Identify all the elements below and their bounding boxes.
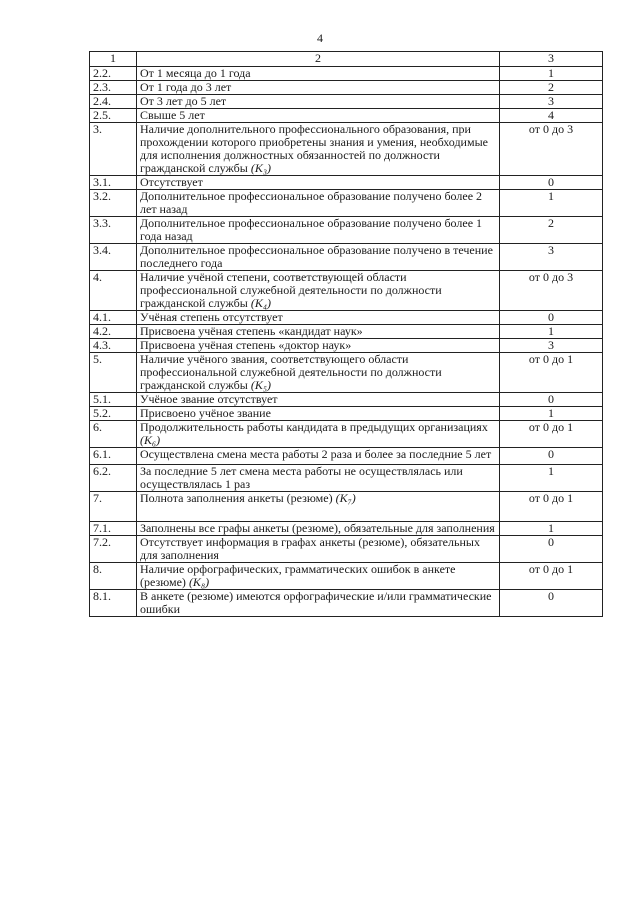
row-text: Дополнительное профессиональное образование получено в течение последнего года [137, 244, 500, 271]
row-number: 7.1. [90, 522, 137, 536]
row-value: от 0 до 1 [500, 563, 603, 590]
row-value: 3 [500, 95, 603, 109]
row-text: Осуществлена смена места работы 2 раза и более за последние 5 лет [137, 448, 500, 465]
table-row [90, 590, 603, 617]
row-value: 3 [500, 339, 603, 353]
row-value: 3 [500, 244, 603, 271]
row-text-body: Продолжительность работы кандидата в предыдущих организациях [140, 420, 488, 434]
table-row [90, 421, 603, 448]
row-text: Отсутствует [137, 176, 500, 190]
row-text: Присвоена учёная степень «кандидат наук» [137, 325, 500, 339]
row-text [137, 353, 500, 393]
row-text: В анкете (резюме) имеются орфографические и/или грамматические ошибки [137, 590, 500, 617]
row-value: 1 [500, 522, 603, 536]
row-number: 2.2. [90, 67, 137, 81]
row-text: От 3 лет до 5 лет [137, 95, 500, 109]
coefficient-symbol: (K₇) [335, 491, 356, 505]
row-text: Присвоена учёная степень «доктор наук» [137, 339, 500, 353]
row-value: 1 [500, 325, 603, 339]
table-row [90, 271, 603, 311]
row-number: 7. [90, 492, 137, 522]
row-value: от 0 до 3 [500, 271, 603, 311]
table-row [90, 393, 603, 407]
table-row [90, 190, 603, 217]
row-value: 1 [500, 190, 603, 217]
coefficient-symbol: (K₅) [250, 378, 271, 392]
table-row [90, 176, 603, 190]
row-number: 5. [90, 353, 137, 393]
row-value: 1 [500, 465, 603, 492]
table-row [90, 244, 603, 271]
row-value: 0 [500, 536, 603, 563]
coefficient-symbol: (K₄) [250, 296, 271, 310]
row-number: 6. [90, 421, 137, 448]
row-value: 1 [500, 67, 603, 81]
row-value: 0 [500, 393, 603, 407]
row-text [137, 271, 500, 311]
row-value: 1 [500, 407, 603, 421]
row-number: 4.3. [90, 339, 137, 353]
table-row [90, 81, 603, 95]
row-text: За последние 5 лет смена места работы не осуществлялась или осуществлялась 1 раз [137, 465, 500, 492]
table-header-row [90, 52, 603, 67]
row-text [137, 123, 500, 176]
row-number: 8.1. [90, 590, 137, 617]
table-row [90, 339, 603, 353]
row-value: 4 [500, 109, 603, 123]
row-value: 0 [500, 311, 603, 325]
criteria-table [89, 51, 603, 617]
row-text: Дополнительное профессиональное образование получено более 2 лет назад [137, 190, 500, 217]
row-value: 2 [500, 81, 603, 95]
row-value: от 0 до 1 [500, 492, 603, 522]
row-number: 4. [90, 271, 137, 311]
table-row [90, 536, 603, 563]
table-row [90, 123, 603, 176]
row-text: От 1 месяца до 1 года [137, 67, 500, 81]
row-value: от 0 до 1 [500, 353, 603, 393]
table-row [90, 311, 603, 325]
table-row [90, 325, 603, 339]
row-number: 3.3. [90, 217, 137, 244]
row-text-body: Полнота заполнения анкеты (резюме) [140, 491, 336, 505]
table-row [90, 407, 603, 421]
row-value: от 0 до 3 [500, 123, 603, 176]
page-number: 4 [317, 31, 323, 45]
coefficient-symbol: (K₈) [188, 575, 210, 589]
row-text-body: Наличие орфографических, грамматических ошибок в анкете (резюме) [140, 562, 456, 589]
column-header: 2 [137, 52, 500, 67]
row-value: от 0 до 1 [500, 421, 603, 448]
row-number: 5.2. [90, 407, 137, 421]
coefficient-symbol: (K₆) [140, 433, 161, 447]
row-text: Учёное звание отсутствует [137, 393, 500, 407]
table-row [90, 465, 603, 492]
row-text: Отсутствует информация в графах анкеты (резюме), обязательных для заполнения [137, 536, 500, 563]
table-row [90, 67, 603, 81]
row-number: 4.1. [90, 311, 137, 325]
row-text [137, 563, 500, 590]
table-row [90, 492, 603, 522]
row-number: 3.2. [90, 190, 137, 217]
table-row [90, 353, 603, 393]
table-row [90, 563, 603, 590]
row-value: 0 [500, 448, 603, 465]
table-row [90, 109, 603, 123]
row-value: 0 [500, 590, 603, 617]
row-text [137, 421, 500, 448]
table-row [90, 522, 603, 536]
table-row [90, 217, 603, 244]
row-text: Заполнены все графы анкеты (резюме), обязательные для заполнения [137, 522, 500, 536]
row-value: 2 [500, 217, 603, 244]
row-text: Присвоено учёное звание [137, 407, 500, 421]
row-number: 2.3. [90, 81, 137, 95]
row-number: 8. [90, 563, 137, 590]
row-text: От 1 года до 3 лет [137, 81, 500, 95]
row-number: 3. [90, 123, 137, 176]
row-text-body: Наличие дополнительного профессионального образования, при прохождении которого приобретены знания и умения, необходимые для исполнения должностных обязанностей по должности гражданской службы [140, 122, 488, 175]
row-text-body: Наличие учёной степени, соответствующей области профессиональной служебной деятельности по должности гражданской службы [140, 270, 442, 310]
row-number: 6.1. [90, 448, 137, 465]
row-number: 7.2. [90, 536, 137, 563]
table-row [90, 448, 603, 465]
row-text-body: Наличие учёного звания, соответствующего области профессиональной служебной деятельности по должности гражданской службы [140, 352, 442, 392]
row-number: 5.1. [90, 393, 137, 407]
row-text: Свыше 5 лет [137, 109, 500, 123]
column-header: 3 [500, 52, 603, 67]
row-text [137, 492, 500, 522]
row-text: Дополнительное профессиональное образование получено более 1 года назад [137, 217, 500, 244]
row-number: 2.4. [90, 95, 137, 109]
row-number: 6.2. [90, 465, 137, 492]
row-number: 4.2. [90, 325, 137, 339]
coefficient-symbol: (K₃) [250, 161, 271, 175]
table-row [90, 95, 603, 109]
row-value: 0 [500, 176, 603, 190]
row-number: 2.5. [90, 109, 137, 123]
row-number: 3.1. [90, 176, 137, 190]
column-header: 1 [90, 52, 137, 67]
row-text: Учёная степень отсутствует [137, 311, 500, 325]
row-number: 3.4. [90, 244, 137, 271]
